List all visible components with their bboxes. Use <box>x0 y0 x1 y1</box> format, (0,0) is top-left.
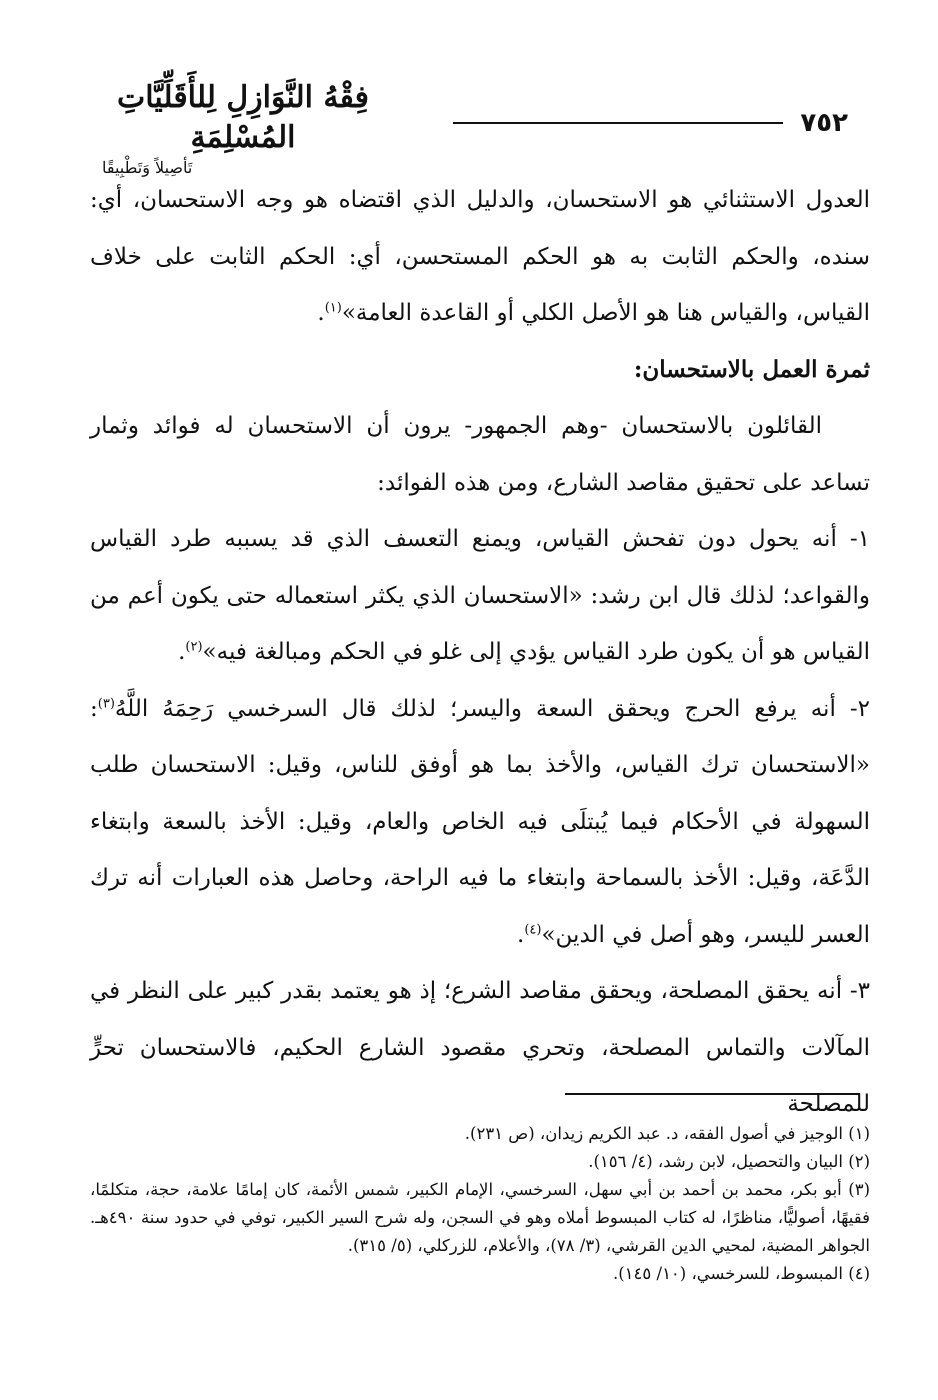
footnotes <box>90 1120 870 1288</box>
header-rule <box>453 122 783 124</box>
list-item-text: ٢- أنه يرفع الحرج ويحقق السعة واليسر؛ لذلك قال السرخسي رَحِمَهُ اللَّهُ <box>114 695 870 722</box>
page-number: ٧٥٢ <box>800 108 848 138</box>
list-item-1: ١- أنه يحول دون تفحش القياس، ويمنع التعسف الذي قد يسببه طرد القياس والقواعد؛ لذلك قال ابن رشد: «الاستحسان الذي يكثر استعماله حتى يكون أعم من القياس هو أن يكون طرد القياس يؤدي إلى غلو في الحكم ومبالغة فيه»$^{(٢)}$. <box>90 526 870 665</box>
list-item-3: ٣- أنه يحقق المصلحة، ويحقق مقاصد الشرع؛ إذ هو يعتمد بقدر كبير على النظر في المآلات والتماس المصلحة، وتحري مقصود الشارع الحكيم، فالاستحسان تحرٍّ للمصلحة <box>90 978 870 1117</box>
section-heading: ثمرة العمل بالاستحسان: <box>633 355 870 383</box>
footnote-4: (٤) المبسوط، للسرخسي، (١٠/ ١٤٥). <box>612 1264 870 1283</box>
footnote-1: (١) الوجيز في أصول الفقه، د. عبد الكريم زيدان، (ص ٢٣١). <box>464 1124 870 1143</box>
footnote-3: (٣) أبو بكر، محمد بن أحمد بن أبي سهل، السرخسي، الإمام الكبير، شمس الأئمة، كان إمامًا علامة، حجة، متكلمًا، فقيهًا، أصوليًّا، مناظرًا، له كتاب المبسوط أملاه وهو في السجن، وله شرح السير الكبير، توفي في حدود سنة ٤٩٠هـ. الجواهر المضية، لمحيي الدين القرشي، (٣/ ٧٨)، والأعلام، للزركلي، (٥/ ٣١٥). <box>90 1180 870 1255</box>
paragraph-continuation: العدول الاستثنائي هو الاستحسان، والدليل الذي اقتضاه هو وجه الاستحسان، أي: سنده، والحكم الثابت به هو الحكم المستحسن، أي: الحكم الثابت على خلاف القياس، والقياس هنا هو الأصل الكلي أو القاعدة العامة»$^{(١)}$. <box>90 187 870 326</box>
book-title-main: فِقْهُ النَّوَازِلِ لِلأَقَلِّيَّاتِ المُسْلِمَةِ <box>116 80 370 155</box>
footnote-ref: (٣) <box>97 695 115 711</box>
page-header <box>78 78 858 177</box>
paragraph-intro: القائلون بالاستحسان -وهم الجمهور- يرون أن الاستحسان له فوائد وثمار تساعد على تحقيق مقاصد الشارع، ومن هذه الفوائد: <box>90 413 870 496</box>
footnote-ref: (٢) <box>185 639 203 655</box>
footnote-ref: (٤) <box>524 921 542 937</box>
list-item-2: ٢- أنه يرفع الحرج ويحقق السعة واليسر؛ لذلك قال السرخسي رَحِمَهُ اللَّهُ$^{(٣)}$: «الاستحسان ترك القياس، والأخذ بما هو أوفق للناس، وقيل: الاستحسان طلب السهولة في الأحكام فيما يُبتلَى فيه الخاص والعام، وقيل: الأخذ بالسعة وابتغاء الدَّعَة، وقيل: الأخذ بالسماحة وابتغاء ما فيه الراحة، وحاصل هذه العبارات أنه ترك العسر لليسر، وهو أصل في الدين»$^{(٤)}$. <box>90 695 870 948</box>
footnote-2: (٢) البيان والتحصيل، لابن رشد، (٤/ ١٥٦). <box>588 1152 870 1171</box>
list-item-text: : «الاستحسان ترك القياس، والأخذ بما هو أوفق للناس، وقيل: الاستحسان طلب السهولة في الأحكام فيما يُبتلَى فيه الخاص والعام، وقيل: الأخذ بالسعة وابتغاء الدَّعَة، وقيل: الأخذ بالسماحة وابتغاء ما فيه الراحة، وحاصل هذه العبارات أنه ترك العسر لليسر، وهو أصل في الدين» <box>90 695 870 948</box>
book-title <box>78 78 408 178</box>
footnote-separator <box>565 1093 860 1095</box>
list-item-text: ١- أنه يحول دون تفحش القياس، ويمنع التعسف الذي قد يسببه طرد القياس والقواعد؛ لذلك قال ابن رشد: «الاستحسان الذي يكثر استعماله حتى يكون أعم من القياس هو أن يكون طرد القياس يؤدي إلى غلو في الحكم ومبالغة فيه» <box>90 526 870 665</box>
main-text <box>90 172 870 1133</box>
footnote-ref: (١) <box>324 300 342 316</box>
paragraph-text: العدول الاستثنائي هو الاستحسان، والدليل الذي اقتضاه هو وجه الاستحسان، أي: سنده، والحكم الثابت به هو الحكم المستحسن، أي: الحكم الثابت على خلاف القياس، والقياس هنا هو الأصل الكلي أو القاعدة العامة» <box>90 187 870 326</box>
book-title-subtitle: تَأصِيلاً وَتَطْبِيقًا <box>102 158 193 177</box>
